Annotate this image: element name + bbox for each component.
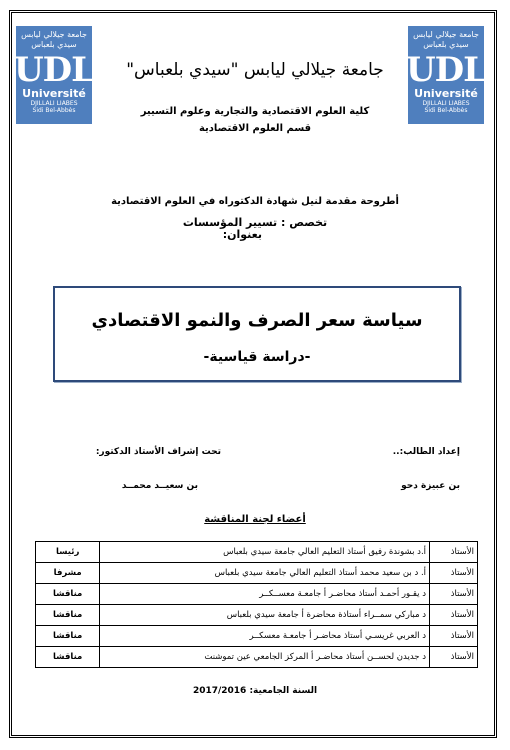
member-details: د يقـور أحمـد أستاذ محاضـر أ جامعـة معســكــر [100,584,430,605]
logo-arabic-line1: جامعة جيلالي ليابس [413,30,479,39]
table-row [36,626,478,647]
student-name: بن عبيزة دحو [401,481,460,491]
committee-heading: أعضاء لجنة المناقشة [204,514,306,525]
logo-mark: UDL [405,50,487,90]
logo-arabic-line2: سيدي بلعباس [31,40,77,49]
student-label: إعداد الطالب:.. [392,447,460,457]
member-role: رئيسا [36,542,100,563]
member-role: مشرفا [36,563,100,584]
logo-arabic-line2: سيدي بلعباس [423,40,469,49]
member-title: الأستاذ [430,605,478,626]
member-role: مناقشا [36,647,100,668]
member-details: أ.د بشوندة رفيق أستاذ التعليم العالي جامعة سيدي بلعباس [100,542,430,563]
thesis-subtitle: -دراسة قياسية- [203,349,311,365]
logo-sub-line1: DJILLALI LIABES [30,100,78,107]
supervisor-name: بن سعيــد محمــد [121,481,198,491]
member-title: الأستاذ [430,626,478,647]
member-details: د العربي غريسـي أستاذ محاضـر أ جامعـة معسكــر [100,626,430,647]
table-row [36,563,478,584]
department-name: قسم العلوم الاقتصادية [198,123,312,134]
logo-sub-line2: Sidi Bel-Abbès [32,107,76,114]
table-row [36,584,478,605]
academic-year: السنة الجامعية: 2017/2016 [192,686,318,696]
logo-mark: UDL [13,50,95,90]
committee-table [35,541,478,668]
logo-sub-line1: DJILLALI LIABES [422,100,470,107]
member-role: مناقشا [36,584,100,605]
member-details: د جديدن لحســن أستاذ محاضـر أ المركز الجامعي عين تموشنت [100,647,430,668]
thesis-statement: أطروحة مقدمة لنيل شهادة الدكتوراه في العلوم الاقتصادية [111,196,399,207]
logo-arabic-line1: جامعة جيلالي ليابس [21,30,87,39]
specialty: تخصص : تسيير المؤسسات [182,216,328,229]
member-role: مناقشا [36,605,100,626]
table-row [36,542,478,563]
member-title: الأستاذ [430,542,478,563]
table-row [36,605,478,626]
logo-sub-line2: Sidi Bel-Abbès [424,107,468,114]
member-title: الأستاذ [430,563,478,584]
member-title: الأستاذ [430,584,478,605]
member-title: الأستاذ [430,647,478,668]
supervisor-label: تحت إشراف الأستاذ الدكتور: [95,447,221,457]
member-details: د مباركي سمــراء أستاذة محاضرة أ جامعة سيدي بلعباس [100,605,430,626]
member-role: مناقشا [36,626,100,647]
table-row [36,647,478,668]
faculty-name: كلية العلوم الاقتصادية والتجارية وعلوم التسيير [140,106,370,117]
titled-label: بعنوان: [222,228,262,241]
title-box [53,286,461,382]
university-name: جامعة جيلالي ليابس "سيدي بلعباس" [126,60,384,80]
thesis-title: سياسة سعر الصرف والنمو الاقتصادي [91,310,423,331]
member-details: أ. د بن سعيد محمد أستاذ التعليم العالي جامعة سيدي بلعباس [100,563,430,584]
logo-name: Université [22,87,86,100]
logo-name: Université [414,87,478,100]
